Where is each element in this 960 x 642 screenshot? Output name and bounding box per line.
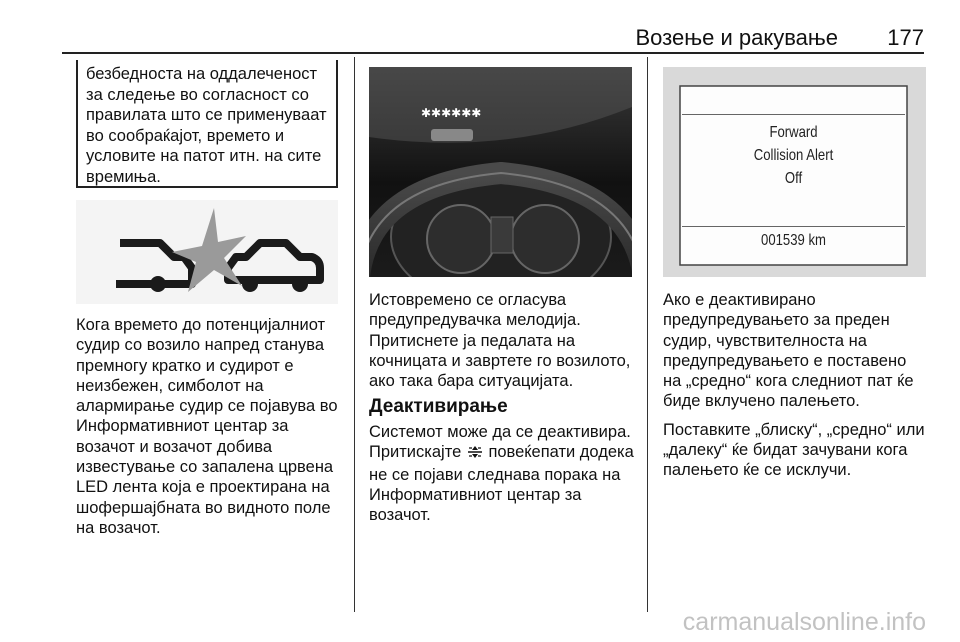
continued-note-box — [76, 60, 338, 188]
dashboard-illustration — [369, 67, 632, 277]
section-title: Возење и ракување — [635, 25, 838, 50]
forward-distance-button-icon — [466, 444, 484, 464]
collision-warning-figure — [76, 200, 338, 304]
header-rule — [62, 52, 924, 54]
column-divider-2 — [647, 57, 648, 612]
deactivation-heading: Деактивирање — [369, 396, 508, 417]
display-bottom-rule — [682, 226, 905, 227]
display-message-line-3: Off — [784, 170, 803, 187]
middle-body-paragraph: Истовремено се огласува предупредувачка мелодија. Притиснете ја педалата на кочницата и завртете го возилото, ако така бара ситуацијата. — [369, 291, 631, 391]
middle-body-text — [369, 290, 637, 391]
right-paragraph-1: Ако е деактивирано предупредувањето за преден судир, чувствителноста на предупредувањето е поставено на „средно“ кога следниот пат ќе биде вклучено палењето. — [663, 291, 914, 411]
deactivation-text — [369, 422, 637, 525]
collision-warning-icon — [76, 200, 338, 304]
left-body-paragraph: Кога времето до потенцијалниот судир со возило напред станува премногу кратко и судирот е неизбежен, симболот на алармирање судир се појавува во Информативниот центар за возачот и возачот добива известување со запалена црвена LED лента која е проектирана на шофершајбната во видното поле на возачот. — [76, 316, 338, 537]
right-paragraph-2: Поставките „блиску“, „средно“ или „далеку“ ќе бидат зачувани кога палењето ќе се исклучи. — [663, 420, 925, 480]
right-body-text — [663, 290, 929, 489]
windshield-led-figure — [369, 67, 632, 277]
footer-watermark[interactable]: carmanualsonline.info — [682, 608, 926, 636]
display-message-line-2: Collision Alert — [753, 147, 834, 164]
page-header — [62, 0, 924, 54]
note-box-text: безбедноста на оддалеченост за следење во согласност со правилата што се применуваат во сообраќајот, времето и условите на патот итн. на сите времиња. — [86, 65, 327, 186]
page-number: 177 — [887, 25, 924, 50]
svg-text:✱✱✱✱✱✱: ✱✱✱✱✱✱ — [421, 106, 482, 120]
driver-info-display — [682, 88, 905, 263]
odometer-reading: 001539 km — [761, 232, 826, 249]
deactivation-text-start: Системот може да се деактивира. Притискајте — [369, 423, 631, 462]
deactivation-text-end: повеќепати додека не се појави следнава порака на Информативниот центар за возачот. — [369, 443, 634, 525]
column-divider-1 — [354, 57, 355, 612]
display-message-line-1: Forward — [769, 124, 818, 141]
left-body-text — [76, 315, 344, 538]
display-top-rule — [682, 114, 905, 115]
